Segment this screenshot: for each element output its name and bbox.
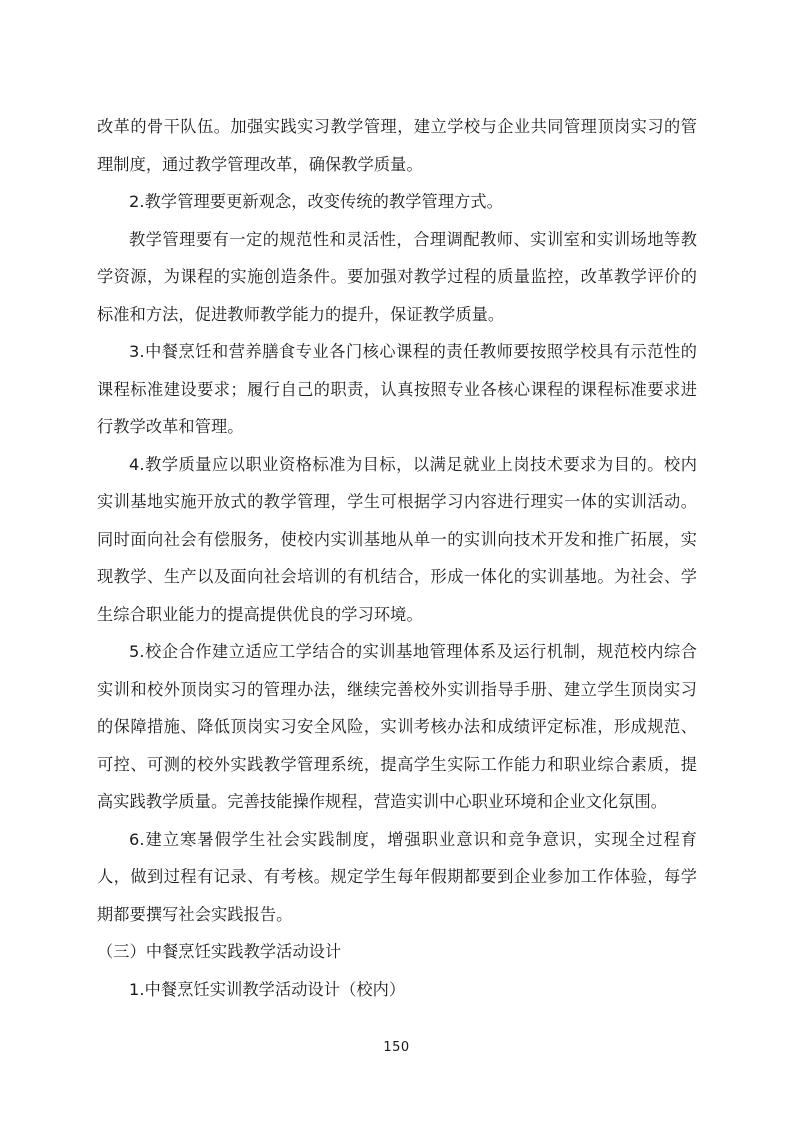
page-body-text <box>97 108 697 1008</box>
paragraph-item-3: 3.中餐烹饪和营养膳食专业各门核心课程的责任教师要按照学校具有示范性的课程标准建设要求；履行自己的职责，认真按照专业各核心课程的课程标准要求进行教学改革和管理。 <box>97 342 697 436</box>
section-heading-three: （三）中餐烹饪实践教学活动设计 <box>97 942 342 961</box>
paragraph-section-3-item-1: 1.中餐烹饪实训教学活动设计（校内） <box>129 979 406 999</box>
paragraph-item-2: 2.教学管理要更新观念，改变传统的教学管理方式。 <box>129 192 503 211</box>
paragraph-item-6: 6.建立寒暑假学生社会实践制度，增强职业意识和竞争意识，实现全过程育人，做到过程有记录、有考核。规定学生每年假期都要到企业参加工作体验，每学期都要撰写社会实践报告。 <box>97 829 697 924</box>
paragraph-continued: 改革的骨干队伍。加强实践实习教学管理，建立学校与企业共同管理顶岗实习的管理制度，通过教学管理改革，确保教学质量。 <box>97 117 697 174</box>
page-number: 150 <box>383 1040 410 1055</box>
paragraph-item-5: 5.校企合作建立适应工学结合的实训基地管理体系及运行机制，规范校内综合实训和校外顶岗实习的管理办法，继续完善校外实训指导手册、建立学生顶岗实习的保障措施、降低顶岗实习安全风险，实训考核办法和成绩评定标准，形成规范、可控、可测的校外实践教学管理系统，提高学生实际工作能力和职业综合素质，提高实践教学质量。完善技能操作规程，营造实训中心职业环境和企业文化氛围。 <box>97 642 697 811</box>
paragraph-item-4: 4.教学质量应以职业资格标准为目标，以满足就业上岗技术要求为目的。校内实训基地实施开放式的教学管理，学生可根据学习内容进行理实一体的实训活动。同时面向社会有偿服务，使校内实训基地从单一的实训向技术开发和推广拓展，实现教学、生产以及面向社会培训的有机结合，形成一体化的实训基地。为社会、学生综合职业能力的提高提供优良的学习环境。 <box>97 454 697 624</box>
paragraph-item-2-body: 教学管理要有一定的规范性和灵活性，合理调配教师、实训室和实训场地等教学资源，为课程的实施创造条件。要加强对教学过程的质量监控，改革教学评价的标准和方法，促进教师教学能力的提升，保证教学质量。 <box>97 229 697 324</box>
